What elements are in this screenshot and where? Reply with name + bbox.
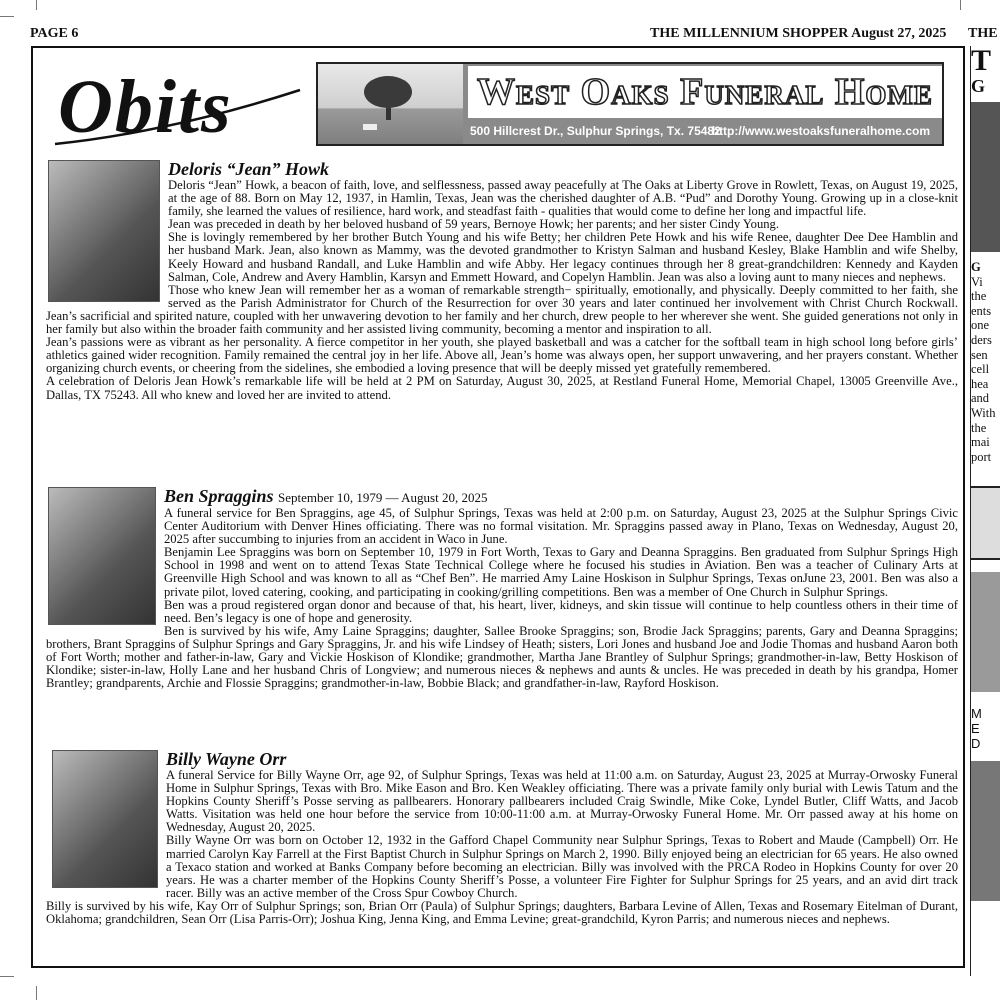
obituary-name-text: Ben Spraggins [164,486,274,506]
section-title: Obits [58,65,233,149]
portrait-photo [52,750,158,888]
obituary-paragraph: A funeral service for Ben Spraggins, age 45, of Sulphur Springs, Texas was held at 2:00 p.m. on Saturday, August 23, 2025 at the Sulphur Springs Civic Center Auditorium with Denver Hines officiating. There was no formal visitation. Mr. Spraggins passed away in Plano, Texas on Wednesday, August 20, 2025 after succumbing to injuries from an accident in Waco in June. [164,506,958,547]
adjacent-line: one [971,318,990,333]
obituary-paragraph: Jean was preceded in death by her beloved husband of 59 years, Bernoye Howk; her parents; and her sister Cindy Young. [168,217,779,232]
obituary-paragraph: Billy is survived by his wife, Kay Orr of Sulphur Springs; son, Brian Orr (Paula) of Sulphur Springs; daughters, Barbara Levine of Allen, Texas and Rosemary Eitelman of Durant, Oklahoma; grandchildren, Sean Orr (Lisa Parris-Orr); Joshua King, Jenna King, and Emma Levine; great-grandchild, Kyron Parris; and numerous nieces and nephews. [46,898,958,927]
page-header [20,26,998,46]
adjacent-line: ents [971,303,992,318]
obituary-paragraph: She is lovingly remembered by her brother Butch Young and his wife Betty; her children Pete Howk and his wife Renee, daughter Dee Dee Hamblin and her husband Mark. Jean, also known as Mammy, was the devoted grandmother to Kristyn Salman and husband Kesley, Blake Hamblin and wife Shelby, Keely Howard and husband Randall, and Luke Hamblin and wife Abby. Her legacy continues through her 8 great-grandchildren: Kennedy and Kayden Salman, Cole, Andrew and Avery Hamblin, Karsyn and Emmett Howard, and Copelyn Hamblin. Jean was also a loving aunt to many nieces and nephews. [168,230,958,284]
adjacent-header: T [971,46,992,77]
adjacent-line: D [971,736,981,752]
adjacent-line: With [971,405,996,420]
adjacent-text [971,260,1000,464]
tree-icon [318,64,463,144]
next-column-header: THE [968,26,998,41]
crop-mark [960,0,961,10]
adjacent-line: E [971,721,980,737]
adjacent-lower-text [971,706,1000,751]
adjacent-line: Vi [971,274,983,289]
adjacent-line: mai [971,435,990,450]
funeral-home-name: West Oaks Funeral Home [468,66,942,118]
obituary-paragraph: Ben is survived by his wife, Amy Laine Spraggins; daughter, Sallee Brooke Spraggins; son, Brodie Jack Spraggins; parents, Gary and Deanna Spraggins; brothers, Brant Spraggins of Sulphur Springs and Gary Spraggins, Jr. and his wife Lindsey of Heath; sisters, Lori Jones and husband Joe and Jodie Thomas and husband Aaron both of Fort Worth; mother and father-in-law, Gary and Vickie Hoskison of Klondike; grandmother, Martha Jane Brantley of Sulphur Springs; grandmother-in-law, Betty Hoskison of Klondike; sister-in-law, Holly Lane and her husband Chris of Longview; and numerous nieces & nephews and aunts & uncles. He was preceded in death by his grandpa, Homer Brantley; grandparents, Archie and Flossie Spraggins; grandmother-in-law, Bobbie Black; and grandfather-in-law, Rayford Hoskison. [46,623,958,691]
crop-mark [0,976,14,977]
adjacent-line: port [971,449,992,464]
adjacent-line: hea [971,376,989,391]
obituary-name: Deloris “Jean” Howk [168,159,330,179]
funeral-home-url[interactable]: http://www.westoaksfuneralhome.com [711,124,930,138]
funeral-home-banner [316,62,944,146]
obits-logo [50,62,305,157]
obituary-spraggins [46,487,958,690]
obituary-paragraph: Those who knew Jean will remember her as a woman of remarkable strength− spiritually, emotionally, and physically. Deeply committed to her faith, she served as the Parish Administrator for Church of the Resurrection for over 30 years and later continued her involvement with Christ Church Rockwall. Jean’s sacrificial and spirited nature, coupled with her unwavering devotion to her family and her church, drew people to her wherever she went. She guided generations not only in her family but also within the broader faith community and her assisted living community, becoming a mentor and inspiration to all. [46,282,958,337]
adjacent-line: cell [971,362,990,377]
adjacent-line: M [971,706,982,722]
adjacent-column [970,46,1000,976]
adjacent-photo [971,572,1000,692]
funeral-home-address: 500 Hillcrest Dr., Sulphur Springs, Tx. 75482 [470,124,721,138]
obituary-orr [46,750,958,926]
adjacent-line: ders [971,332,992,347]
obituary-name [46,487,958,507]
tree-photo [318,64,463,144]
adjacent-line: G [971,260,981,274]
obituary-paragraph: A celebration of Deloris Jean Howk’s remarkable life will be held at 2 PM on Saturday, August 30, 2025, at Restland Funeral Home, Memorial Chapel, 13005 Greenville Ave., Dallas, TX 75243. All who knew and loved her are invited to attend. [46,374,958,402]
portrait-photo [48,160,160,302]
adjacent-photo [971,761,1000,901]
masthead: THE MILLENNIUM SHOPPER August 27, 2025 [650,26,947,41]
adjacent-line: the [971,289,987,304]
adjacent-ad [971,486,1000,560]
crop-mark [36,0,37,10]
portrait-photo [48,487,156,625]
obituary-paragraph: Benjamin Lee Spraggins was born on September 10, 1979 in Fort Worth, Texas to Gary and Deanna Spraggins. Ben graduated from Sulphur Springs High School in 1998 and went on to attend Texas State Technical College where he focused his studies in Aviation. Ben was a teacher of Culinary Arts at Greenville High School and was known to all as “Chef Ben”. He married Amy Laine Hoskison in Sulphur Springs, Texas onJune 23, 2001. Ben was also a private pilot, loved catering, cooking, and participating in cooking/grilling competitions. Ben was a member of One Church in Sulphur Springs. [164,545,958,599]
crop-mark [36,986,37,1000]
adjacent-subheader: G [971,76,986,96]
obituary-howk [46,160,958,402]
obituary-paragraph: Jean’s passions were as vibrant as her personality. A fierce competitor in her youth, she played basketball and was a catcher for the softball team in high school long before girls’ athletics gained wider recognition. Family remained the central joy in her life. Above all, Jean’s home was always open, her support unwavering, and her prayers constant. Whether organizing church events, or cheering from the sidelines, she embodied a loving presence that will be deeply missed yet gratefully remembered. [46,335,958,376]
obituary-paragraph: A funeral Service for Billy Wayne Orr, age 92, of Sulphur Springs, Texas was held at 11:00 a.m. on Saturday, August 23, 2025 at Murray-Orwosky Funeral Home in Sulphur Springs, Texas with Bro. Mike Eason and Bro. Ken Weakley officiating. There was a private family only burial with Lewis Tatum and the Hopkins County Sheriff’s Posse serving as pallbearers. Honorary pallbearers included Craig Swindle, Mike Coke, Lyndel Butler, Cliff Watts, and Jacob Watts. Visitation was held one hour before the service from 10:00-11:00 a.m. at Murray-Orwosky Funeral Home. Mr. Orr passed away at his home on Wednesday, August 20, 2025. [166,768,958,835]
adjacent-line: the [971,420,987,435]
adjacent-photo [971,102,1000,252]
obituary-paragraph: Billy Wayne Orr was born on October 12, 1932 in the Gafford Chapel Community near Sulphur Springs, Texas to Robert and Maude (Campbell) Orr. He married Carolyn Kay Farrell at the First Baptist Church in Sulphur Springs on March 2, 1990. Billy enjoyed being an electrician for 65 years. He also owned a Texaco station and worked at Banks Company before becoming an electrician. Billy was involved with the PRCA Rodeo in Hopkins County for over 20 years. He was a charter member of the Hopkins County Sheriff’s Posse, a volunteer Fire Fighter for Sulphur Springs for 25 years, and an avid dirt track racer. Billy was an active member of the Cross Spur Cowboy Church. [166,833,958,900]
obituary-paragraph: Deloris “Jean” Howk, a beacon of faith, love, and selflessness, passed away peacefully at The Oaks at Liberty Grove in Rowlett, Texas, on August 19, 2025, at the age of 88. Born on May 12, 1937, in Hamlin, Texas, Jean was the cherished daughter of A.B. “Pud” and Dorothy Young. Growing up in a close-knit family, she learned the values of resilience, hard work, and steadfast faith - qualities that would come to define her long and impactful life. [168,178,958,219]
obituary-name: Billy Wayne Orr [166,749,287,769]
adjacent-line: sen [971,347,988,362]
page-number: PAGE 6 [30,26,79,41]
crop-mark [0,16,14,17]
adjacent-line: and [971,391,990,406]
obituary-dates: September 10, 1979 — August 20, 2025 [278,490,488,505]
obituary-paragraph: Ben was a proud registered organ donor and because of that, his heart, liver, kidneys, and skin tissue will continue to help countless others in their time of need. Ben’s legacy is one of hope and generosity. [164,597,958,625]
